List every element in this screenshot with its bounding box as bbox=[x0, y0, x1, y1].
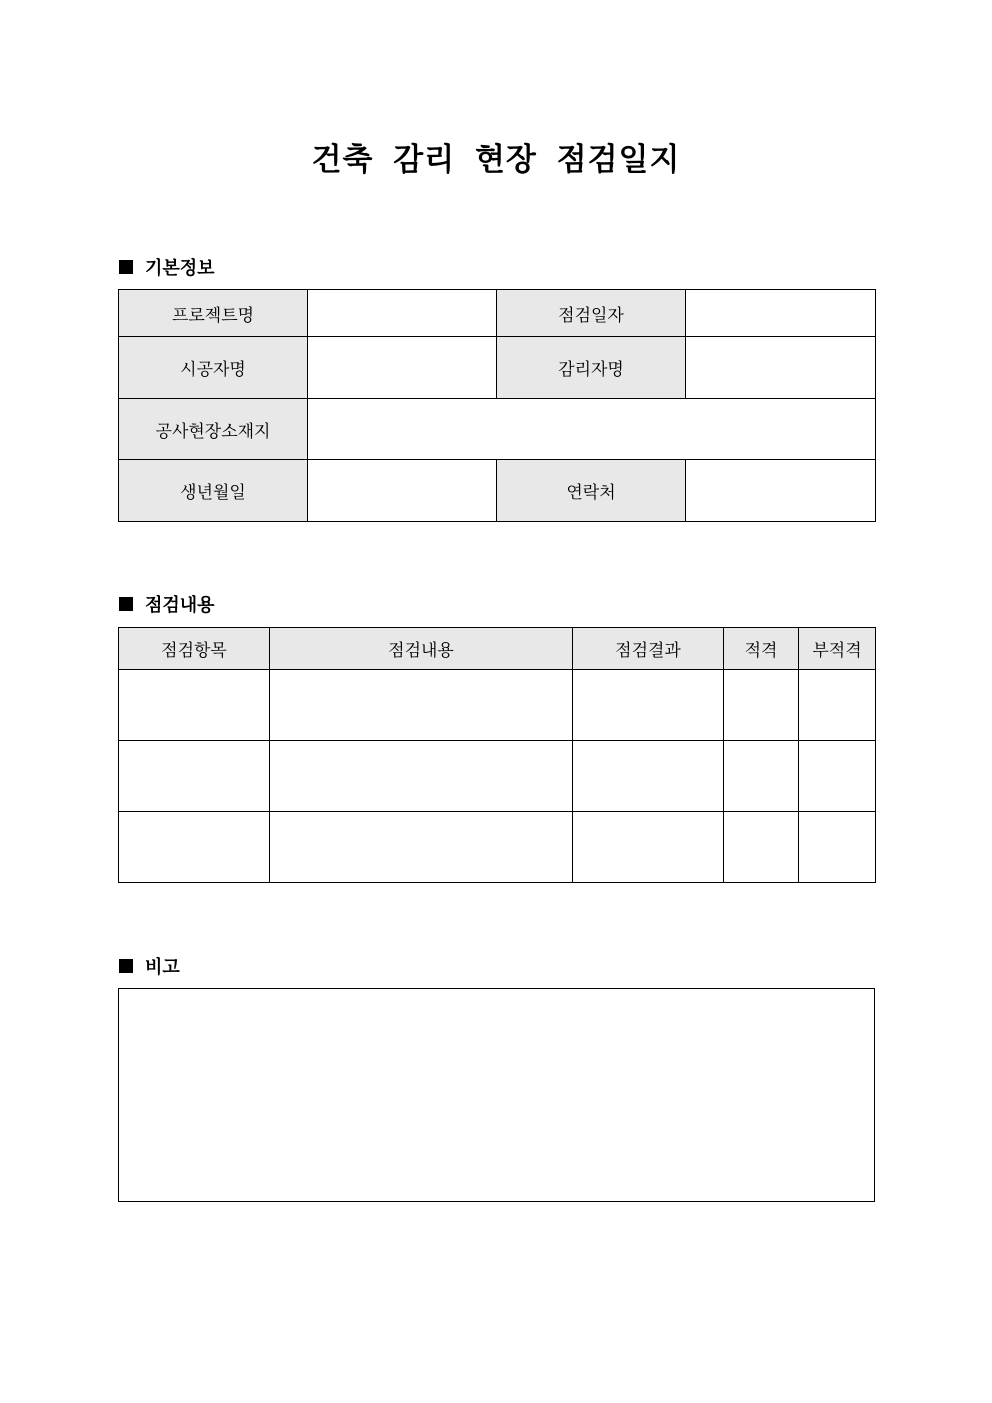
inspection-content-cell[interactable] bbox=[270, 741, 573, 812]
inspection-result-cell[interactable] bbox=[573, 741, 724, 812]
basic-info-row bbox=[119, 337, 876, 399]
basic-info-table bbox=[118, 289, 876, 522]
supervisor-label: 감리자명 bbox=[497, 337, 686, 399]
inspection-header-row bbox=[119, 628, 876, 670]
header-inspection-item: 점검항목 bbox=[119, 628, 270, 670]
inspection-content-cell[interactable] bbox=[270, 670, 573, 741]
square-bullet-icon bbox=[119, 260, 133, 274]
inspection-heading-label: 점검내용 bbox=[145, 595, 215, 616]
pass-cell[interactable] bbox=[724, 741, 799, 812]
basic-info-row bbox=[119, 460, 876, 522]
project-name-label: 프로젝트명 bbox=[119, 290, 308, 337]
square-bullet-icon bbox=[119, 597, 133, 611]
inspection-item-cell[interactable] bbox=[119, 812, 270, 883]
contractor-field[interactable] bbox=[308, 337, 497, 399]
contact-label: 연락처 bbox=[497, 460, 686, 522]
table-row bbox=[119, 741, 876, 812]
inspection-content-cell[interactable] bbox=[270, 812, 573, 883]
fail-cell[interactable] bbox=[799, 812, 876, 883]
remarks-field[interactable] bbox=[118, 988, 875, 1202]
basic-info-heading-label: 기본정보 bbox=[145, 258, 215, 279]
birth-date-label: 생년월일 bbox=[119, 460, 308, 522]
project-name-field[interactable] bbox=[308, 290, 497, 337]
inspection-date-field[interactable] bbox=[686, 290, 876, 337]
inspection-item-cell[interactable] bbox=[119, 741, 270, 812]
site-address-label: 공사현장소재지 bbox=[119, 399, 308, 460]
inspection-result-cell[interactable] bbox=[573, 812, 724, 883]
basic-info-row bbox=[119, 290, 876, 337]
remarks-heading bbox=[119, 953, 180, 979]
supervisor-field[interactable] bbox=[686, 337, 876, 399]
remarks-heading-label: 비고 bbox=[145, 957, 180, 978]
header-pass: 적격 bbox=[724, 628, 799, 670]
fail-cell[interactable] bbox=[799, 670, 876, 741]
basic-info-heading bbox=[119, 254, 215, 280]
contractor-label: 시공자명 bbox=[119, 337, 308, 399]
contact-field[interactable] bbox=[686, 460, 876, 522]
site-address-field[interactable] bbox=[308, 399, 876, 460]
table-row bbox=[119, 670, 876, 741]
table-row bbox=[119, 812, 876, 883]
header-fail: 부적격 bbox=[799, 628, 876, 670]
inspection-item-cell[interactable] bbox=[119, 670, 270, 741]
inspection-table bbox=[118, 627, 876, 883]
inspection-heading bbox=[119, 591, 215, 617]
pass-cell[interactable] bbox=[724, 670, 799, 741]
inspection-date-label: 점검일자 bbox=[497, 290, 686, 337]
birth-date-field[interactable] bbox=[308, 460, 497, 522]
square-bullet-icon bbox=[119, 959, 133, 973]
pass-cell[interactable] bbox=[724, 812, 799, 883]
header-inspection-content: 점검내용 bbox=[270, 628, 573, 670]
basic-info-row bbox=[119, 399, 876, 460]
inspection-result-cell[interactable] bbox=[573, 670, 724, 741]
page-title: 건축 감리 현장 점검일지 bbox=[311, 142, 681, 178]
header-inspection-result: 점검결과 bbox=[573, 628, 724, 670]
fail-cell[interactable] bbox=[799, 741, 876, 812]
